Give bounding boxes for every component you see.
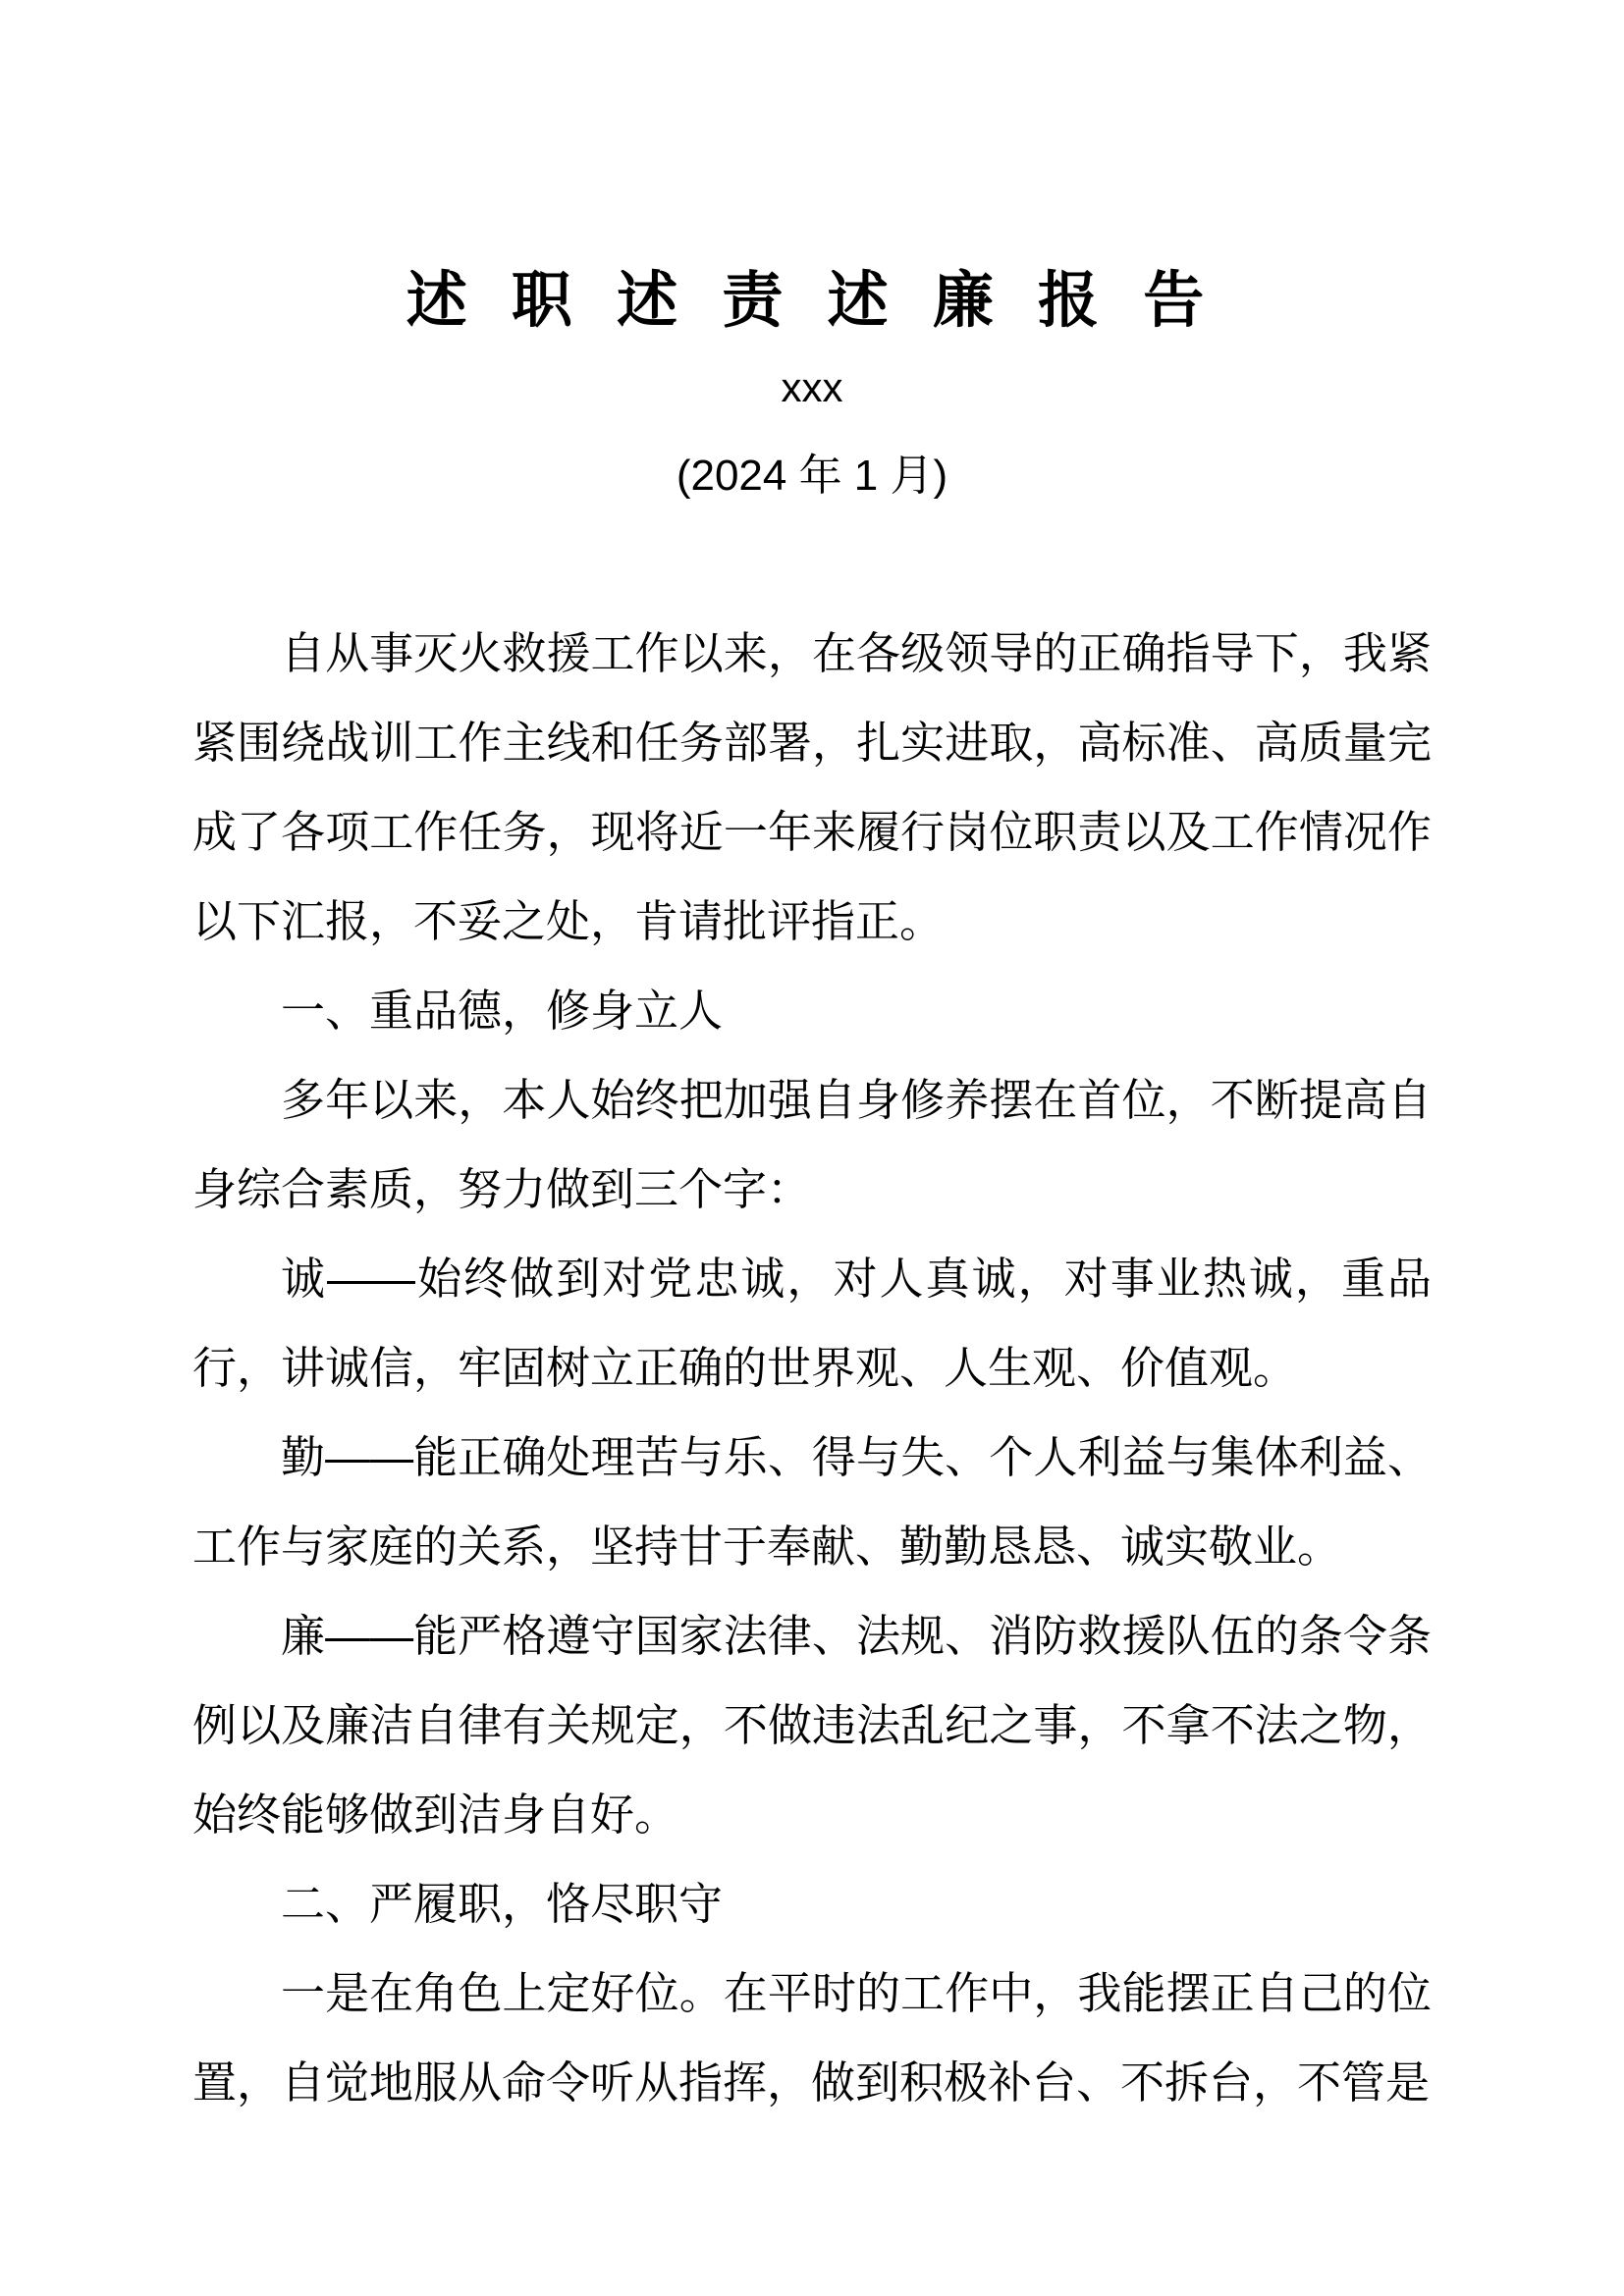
section-heading-2: 二、严履职，恪尽职守 bbox=[281, 1878, 724, 1929]
paragraph-qin: 勤——能正确处理苦与乐、得与失、个人利益与集体利益、工作与家庭的关系，坚持甘于奉献、勤勤恳恳、诚实敬业。 bbox=[192, 1431, 1432, 1572]
paragraph-lian: 廉——能严格遵守国家法律、法规、消防救援队伍的条令条例以及廉洁自律有关规定，不做违法乱纪之事，不拿不法之物，始终能够做到洁身自好。 bbox=[192, 1610, 1432, 1840]
document-body bbox=[192, 609, 1432, 2127]
section-heading-1: 一、重品德，修身立人 bbox=[281, 985, 724, 1036]
paragraph-intro: 自从事灭火救援工作以来，在各级领导的正确指导下，我紧紧围绕战训工作主线和任务部署，扎实进取，高标准、高质量完成了各项工作任务，现将近一年来履行岗位职责以及工作情况作以下汇报，不妥之处，肯请批评指正。 bbox=[192, 627, 1432, 946]
document-title: 述 职 述 责 述 廉 报 告 bbox=[406, 267, 1218, 335]
paragraph-cheng: 诚——始终做到对党忠诚，对人真诚，对事业热诚，重品行，讲诚信，牢固树立正确的世界观、人生观、价值观。 bbox=[192, 1253, 1432, 1393]
paragraph-self-cultivation: 多年以来，本人始终把加强自身修养摆在首位，不断提高自身综合素质，努力做到三个字： bbox=[192, 1074, 1432, 1214]
document-date: (2024 年 1 月) bbox=[676, 451, 948, 500]
paragraph-role: 一是在角色上定好位。在平时的工作中，我能摆正自己的位置，自觉地服从命令听从指挥，做到积极补台、不拆台，不管是 bbox=[192, 1967, 1432, 2108]
document-author: xxx bbox=[781, 364, 843, 411]
